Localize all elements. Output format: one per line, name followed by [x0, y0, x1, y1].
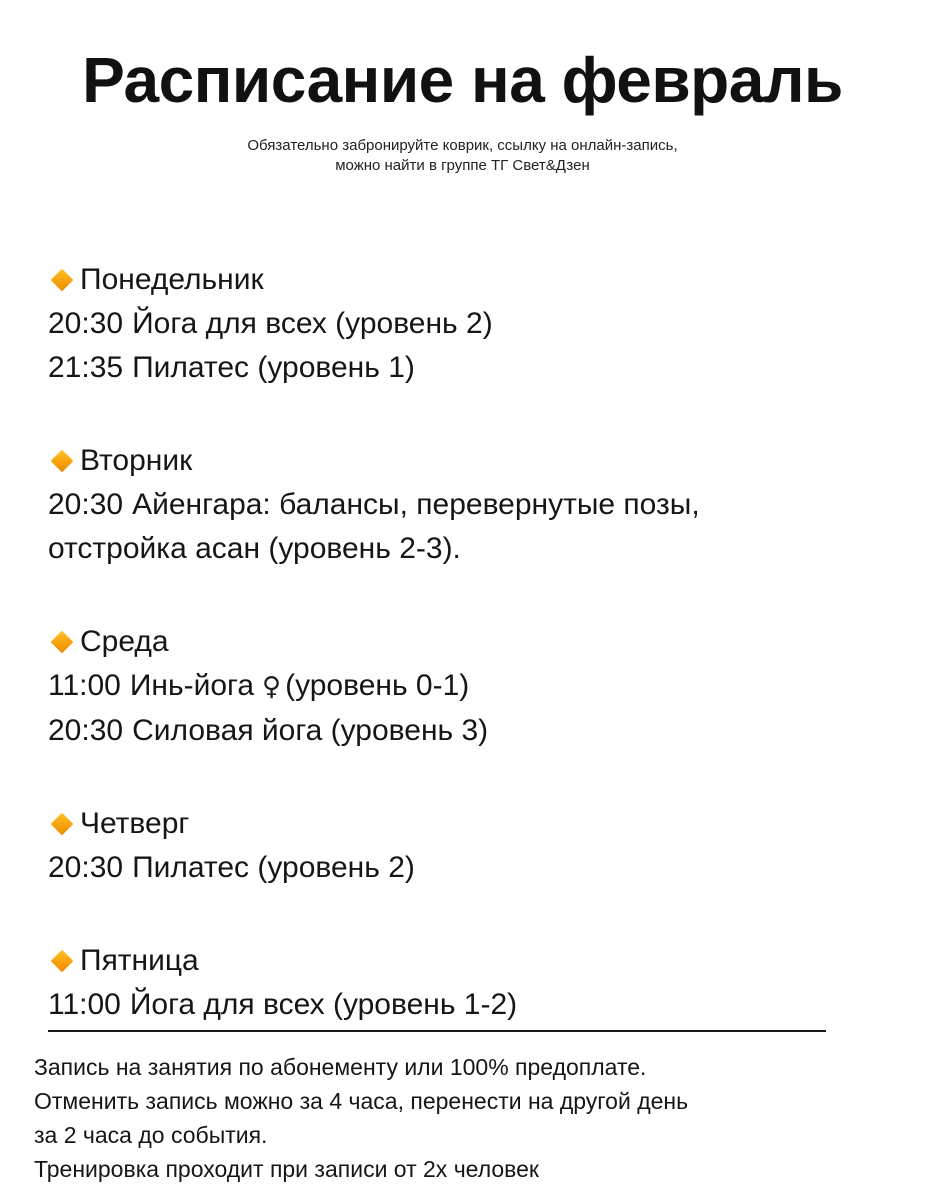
session-time: 20:30 — [48, 714, 124, 747]
day-name: Пятница — [80, 944, 199, 977]
day-name: Среда — [80, 625, 169, 658]
day-header — [48, 620, 888, 664]
session-time: 21:35 — [48, 351, 124, 384]
day-header — [48, 939, 888, 983]
session-time: 11:00 — [48, 669, 121, 702]
session-title: Пилатес (уровень 1) — [132, 351, 415, 384]
session-title: Йога для всех (уровень 2) — [132, 307, 493, 340]
session-item — [48, 983, 888, 1027]
divider-line — [48, 1030, 826, 1032]
rule-line: за 2 часа до события. — [34, 1122, 268, 1148]
day-header — [48, 439, 888, 483]
day-header — [48, 802, 888, 846]
orange-diamond-icon — [51, 631, 74, 654]
session-time: 20:30 — [48, 851, 124, 884]
day-block-friday — [48, 939, 888, 1027]
day-name: Четверг — [80, 807, 190, 840]
day-name: Вторник — [80, 444, 193, 477]
session-item — [48, 846, 888, 890]
day-block-thursday — [48, 802, 888, 890]
female-symbol-icon: ♀ — [262, 672, 282, 702]
orange-diamond-icon — [51, 450, 74, 473]
subtitle-line: можно найти в группе ТГ Свет&Дзен — [335, 157, 590, 174]
orange-diamond-icon — [51, 269, 74, 292]
day-name: Понедельник — [80, 263, 264, 296]
day-block-monday — [48, 258, 888, 390]
session-title: Инь-йога — [129, 669, 255, 702]
session-title: Силовая йога (уровень 3) — [132, 714, 489, 747]
session-time: 20:30 — [48, 307, 124, 340]
day-block-tuesday — [48, 439, 888, 571]
session-level: (уровень 0-1) — [285, 669, 470, 702]
orange-diamond-icon — [51, 813, 74, 836]
session-item — [48, 483, 788, 571]
session-title: Айенгара: балансы, перевернутые позы, отстройка асан (уровень 2-3). — [48, 488, 700, 565]
session-item — [48, 709, 888, 753]
booking-rules — [34, 1050, 894, 1186]
page-title: Расписание на февраль — [82, 44, 843, 116]
session-title: Йога для всех (уровень 1-2) — [129, 988, 518, 1021]
weekly-schedule — [48, 258, 888, 1076]
rule-line: Отменить запись можно за 4 часа, перенести на другой день — [34, 1088, 689, 1114]
session-time: 11:00 — [48, 988, 121, 1021]
session-time: 20:30 — [48, 488, 124, 521]
day-block-wednesday — [48, 620, 888, 753]
session-item — [48, 346, 888, 390]
orange-diamond-icon — [51, 950, 74, 973]
session-item — [48, 664, 888, 709]
rule-line: Тренировка проходит при записи от 2х человек — [34, 1156, 539, 1182]
session-item — [48, 302, 888, 346]
session-title: Пилатес (уровень 2) — [132, 851, 415, 884]
day-header — [48, 258, 888, 302]
subtitle-line: Обязательно забронируйте коврик, ссылку на онлайн-запись, — [247, 137, 678, 154]
subtitle — [0, 136, 925, 176]
rule-line: Запись на занятия по абонементу или 100% предоплате. — [34, 1054, 647, 1080]
